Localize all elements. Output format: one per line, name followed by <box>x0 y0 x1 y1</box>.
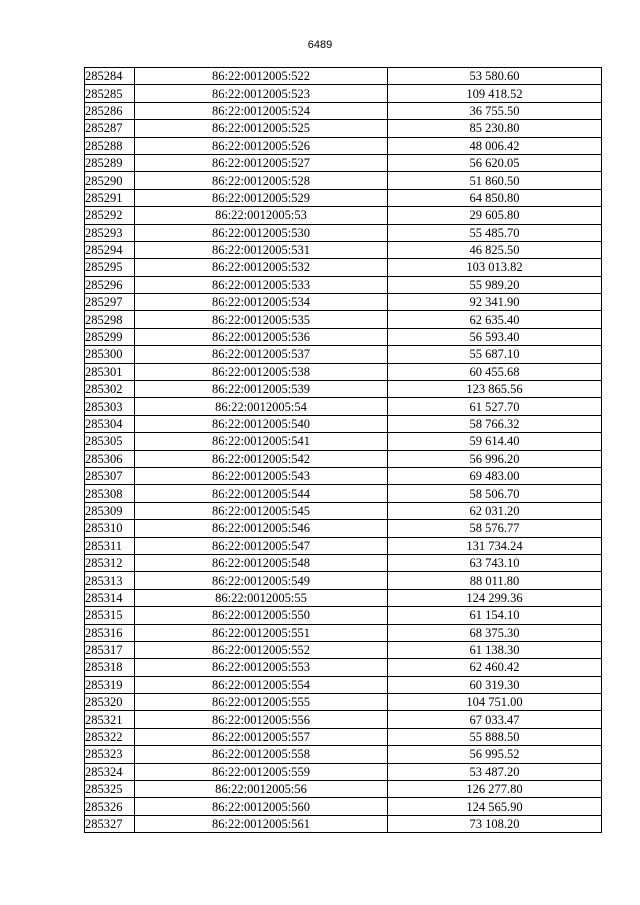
cadastral-value-cell: 123 865.56 <box>388 381 602 398</box>
row-id-cell: 285295 <box>85 259 135 276</box>
cadastral-value-cell: 104 751.00 <box>388 694 602 711</box>
table-row <box>85 763 602 780</box>
cadastral-number-cell: 86:22:0012005:524 <box>135 102 388 119</box>
row-id-cell: 285293 <box>85 224 135 241</box>
table-row <box>85 815 602 832</box>
table-row <box>85 415 602 432</box>
cadastral-number-cell: 86:22:0012005:546 <box>135 520 388 537</box>
cadastral-value-cell: 63 743.10 <box>388 554 602 571</box>
cadastral-number-cell: 86:22:0012005:53 <box>135 207 388 224</box>
table-row <box>85 346 602 363</box>
table-row <box>85 798 602 815</box>
table-row <box>85 276 602 293</box>
cadastral-number-cell: 86:22:0012005:536 <box>135 328 388 345</box>
cadastral-value-cell: 73 108.20 <box>388 815 602 832</box>
cadastral-value-cell: 56 593.40 <box>388 328 602 345</box>
row-id-cell: 285294 <box>85 241 135 258</box>
cadastral-number-cell: 86:22:0012005:525 <box>135 120 388 137</box>
cadastral-value-cell: 62 460.42 <box>388 659 602 676</box>
row-id-cell: 285300 <box>85 346 135 363</box>
cadastral-number-cell: 86:22:0012005:526 <box>135 137 388 154</box>
row-id-cell: 285316 <box>85 624 135 641</box>
table-row <box>85 728 602 745</box>
table-row <box>85 154 602 171</box>
row-id-cell: 285324 <box>85 763 135 780</box>
row-id-cell: 285307 <box>85 467 135 484</box>
row-id-cell: 285312 <box>85 554 135 571</box>
cadastral-value-cell: 55 687.10 <box>388 346 602 363</box>
cadastral-value-cell: 58 576.77 <box>388 520 602 537</box>
row-id-cell: 285296 <box>85 276 135 293</box>
row-id-cell: 285297 <box>85 294 135 311</box>
table-row <box>85 676 602 693</box>
row-id-cell: 285327 <box>85 815 135 832</box>
row-id-cell: 285313 <box>85 572 135 589</box>
cadastral-number-cell: 86:22:0012005:522 <box>135 68 388 85</box>
table-row <box>85 433 602 450</box>
cadastral-value-cell: 68 375.30 <box>388 624 602 641</box>
table-row <box>85 572 602 589</box>
table-row <box>85 363 602 380</box>
row-id-cell: 285286 <box>85 102 135 119</box>
cadastral-number-cell: 86:22:0012005:559 <box>135 763 388 780</box>
row-id-cell: 285285 <box>85 85 135 102</box>
cadastral-number-cell: 86:22:0012005:538 <box>135 363 388 380</box>
cadastral-number-cell: 86:22:0012005:549 <box>135 572 388 589</box>
row-id-cell: 285289 <box>85 154 135 171</box>
cadastral-value-table <box>84 67 602 833</box>
cadastral-value-cell: 103 013.82 <box>388 259 602 276</box>
row-id-cell: 285298 <box>85 311 135 328</box>
cadastral-value-cell: 69 483.00 <box>388 467 602 484</box>
cadastral-number-cell: 86:22:0012005:541 <box>135 433 388 450</box>
table-row <box>85 294 602 311</box>
cadastral-number-cell: 86:22:0012005:533 <box>135 276 388 293</box>
table-row <box>85 537 602 554</box>
cadastral-number-cell: 86:22:0012005:557 <box>135 728 388 745</box>
row-id-cell: 285317 <box>85 641 135 658</box>
row-id-cell: 285288 <box>85 137 135 154</box>
table-row <box>85 189 602 206</box>
cadastral-number-cell: 86:22:0012005:55 <box>135 589 388 606</box>
cadastral-number-cell: 86:22:0012005:528 <box>135 172 388 189</box>
row-id-cell: 285309 <box>85 502 135 519</box>
table-row <box>85 398 602 415</box>
cadastral-number-cell: 86:22:0012005:553 <box>135 659 388 676</box>
cadastral-value-cell: 56 996.20 <box>388 450 602 467</box>
table-row <box>85 554 602 571</box>
cadastral-number-cell: 86:22:0012005:529 <box>135 189 388 206</box>
row-id-cell: 285323 <box>85 746 135 763</box>
table-row <box>85 381 602 398</box>
table-row <box>85 450 602 467</box>
cadastral-value-cell: 56 620.05 <box>388 154 602 171</box>
table-row <box>85 224 602 241</box>
table-row <box>85 746 602 763</box>
row-id-cell: 285308 <box>85 485 135 502</box>
table-row <box>85 711 602 728</box>
row-id-cell: 285319 <box>85 676 135 693</box>
row-id-cell: 285325 <box>85 781 135 798</box>
row-id-cell: 285304 <box>85 415 135 432</box>
cadastral-value-cell: 53 487.20 <box>388 763 602 780</box>
table-row <box>85 520 602 537</box>
row-id-cell: 285310 <box>85 520 135 537</box>
cadastral-number-cell: 86:22:0012005:523 <box>135 85 388 102</box>
cadastral-value-cell: 88 011.80 <box>388 572 602 589</box>
cadastral-number-cell: 86:22:0012005:552 <box>135 641 388 658</box>
row-id-cell: 285320 <box>85 694 135 711</box>
cadastral-number-cell: 86:22:0012005:527 <box>135 154 388 171</box>
row-id-cell: 285321 <box>85 711 135 728</box>
cadastral-value-cell: 29 605.80 <box>388 207 602 224</box>
cadastral-value-cell: 92 341.90 <box>388 294 602 311</box>
cadastral-number-cell: 86:22:0012005:550 <box>135 607 388 624</box>
cadastral-value-cell: 131 734.24 <box>388 537 602 554</box>
cadastral-value-cell: 85 230.80 <box>388 120 602 137</box>
table-row <box>85 85 602 102</box>
cadastral-number-cell: 86:22:0012005:544 <box>135 485 388 502</box>
cadastral-number-cell: 86:22:0012005:540 <box>135 415 388 432</box>
row-id-cell: 285292 <box>85 207 135 224</box>
table-row <box>85 311 602 328</box>
table-row <box>85 172 602 189</box>
table-row <box>85 259 602 276</box>
row-id-cell: 285305 <box>85 433 135 450</box>
cadastral-number-cell: 86:22:0012005:561 <box>135 815 388 832</box>
cadastral-number-cell: 86:22:0012005:542 <box>135 450 388 467</box>
cadastral-number-cell: 86:22:0012005:554 <box>135 676 388 693</box>
cadastral-value-cell: 62 031.20 <box>388 502 602 519</box>
table-row <box>85 467 602 484</box>
cadastral-number-cell: 86:22:0012005:545 <box>135 502 388 519</box>
cadastral-value-cell: 126 277.80 <box>388 781 602 798</box>
cadastral-value-cell: 124 565.90 <box>388 798 602 815</box>
table-row <box>85 328 602 345</box>
row-id-cell: 285287 <box>85 120 135 137</box>
cadastral-number-cell: 86:22:0012005:558 <box>135 746 388 763</box>
row-id-cell: 285326 <box>85 798 135 815</box>
cadastral-value-cell: 36 755.50 <box>388 102 602 119</box>
cadastral-number-cell: 86:22:0012005:548 <box>135 554 388 571</box>
table-row <box>85 641 602 658</box>
cadastral-number-cell: 86:22:0012005:54 <box>135 398 388 415</box>
table-row <box>85 485 602 502</box>
cadastral-value-cell: 61 138.30 <box>388 641 602 658</box>
cadastral-value-cell: 46 825.50 <box>388 241 602 258</box>
cadastral-number-cell: 86:22:0012005:555 <box>135 694 388 711</box>
cadastral-value-cell: 58 766.32 <box>388 415 602 432</box>
cadastral-value-cell: 56 995.52 <box>388 746 602 763</box>
row-id-cell: 285303 <box>85 398 135 415</box>
table-row <box>85 207 602 224</box>
cadastral-value-cell: 55 989.20 <box>388 276 602 293</box>
table-row <box>85 607 602 624</box>
row-id-cell: 285318 <box>85 659 135 676</box>
cadastral-value-cell: 61 527.70 <box>388 398 602 415</box>
cadastral-value-cell: 55 888.50 <box>388 728 602 745</box>
cadastral-number-cell: 86:22:0012005:539 <box>135 381 388 398</box>
cadastral-value-cell: 60 319.30 <box>388 676 602 693</box>
row-id-cell: 285322 <box>85 728 135 745</box>
row-id-cell: 285302 <box>85 381 135 398</box>
table-body <box>85 68 602 833</box>
table-row <box>85 502 602 519</box>
row-id-cell: 285301 <box>85 363 135 380</box>
row-id-cell: 285290 <box>85 172 135 189</box>
cadastral-value-cell: 67 033.47 <box>388 711 602 728</box>
cadastral-number-cell: 86:22:0012005:560 <box>135 798 388 815</box>
cadastral-value-cell: 58 506.70 <box>388 485 602 502</box>
row-id-cell: 285291 <box>85 189 135 206</box>
cadastral-number-cell: 86:22:0012005:530 <box>135 224 388 241</box>
cadastral-value-cell: 61 154.10 <box>388 607 602 624</box>
cadastral-number-cell: 86:22:0012005:532 <box>135 259 388 276</box>
table-row <box>85 624 602 641</box>
table-row <box>85 781 602 798</box>
cadastral-number-cell: 86:22:0012005:543 <box>135 467 388 484</box>
cadastral-value-cell: 48 006.42 <box>388 137 602 154</box>
cadastral-value-cell: 109 418.52 <box>388 85 602 102</box>
cadastral-value-cell: 51 860.50 <box>388 172 602 189</box>
row-id-cell: 285284 <box>85 68 135 85</box>
cadastral-number-cell: 86:22:0012005:531 <box>135 241 388 258</box>
table-row <box>85 589 602 606</box>
table-row <box>85 241 602 258</box>
cadastral-value-cell: 64 850.80 <box>388 189 602 206</box>
cadastral-number-cell: 86:22:0012005:535 <box>135 311 388 328</box>
cadastral-number-cell: 86:22:0012005:547 <box>135 537 388 554</box>
cadastral-number-cell: 86:22:0012005:556 <box>135 711 388 728</box>
table-row <box>85 102 602 119</box>
cadastral-number-cell: 86:22:0012005:56 <box>135 781 388 798</box>
cadastral-number-cell: 86:22:0012005:537 <box>135 346 388 363</box>
table-row <box>85 120 602 137</box>
row-id-cell: 285299 <box>85 328 135 345</box>
cadastral-value-cell: 62 635.40 <box>388 311 602 328</box>
table-row <box>85 659 602 676</box>
cadastral-value-cell: 53 580.60 <box>388 68 602 85</box>
table-row <box>85 68 602 85</box>
row-id-cell: 285306 <box>85 450 135 467</box>
cadastral-number-cell: 86:22:0012005:534 <box>135 294 388 311</box>
table-row <box>85 694 602 711</box>
cadastral-value-cell: 59 614.40 <box>388 433 602 450</box>
table-row <box>85 137 602 154</box>
cadastral-value-cell: 55 485.70 <box>388 224 602 241</box>
cadastral-value-cell: 124 299.36 <box>388 589 602 606</box>
cadastral-value-cell: 60 455.68 <box>388 363 602 380</box>
cadastral-number-cell: 86:22:0012005:551 <box>135 624 388 641</box>
page-number: 6489 <box>307 39 333 51</box>
row-id-cell: 285315 <box>85 607 135 624</box>
row-id-cell: 285311 <box>85 537 135 554</box>
row-id-cell: 285314 <box>85 589 135 606</box>
